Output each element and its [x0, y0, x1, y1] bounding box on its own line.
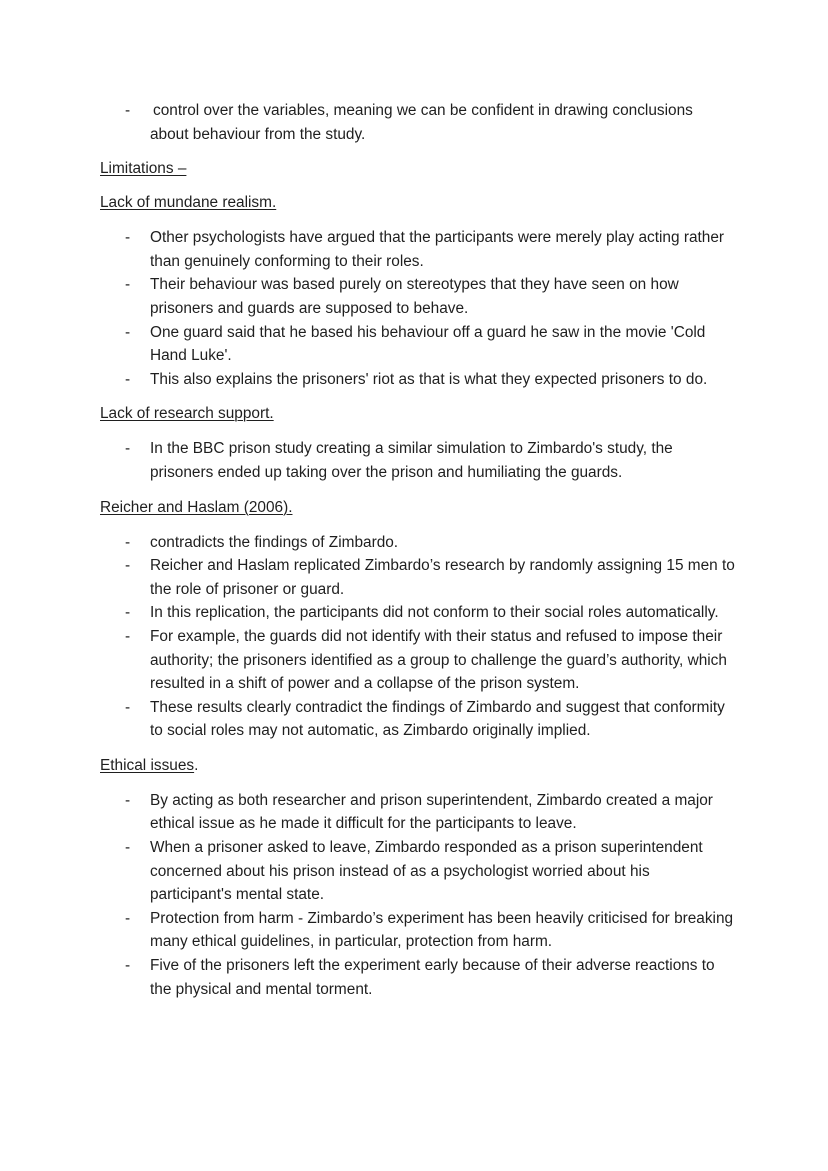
- bullet-dash: -: [125, 604, 131, 622]
- list-item: [125, 554, 735, 601]
- list-item-text: Reicher and Haslam replicated Zimbardo’s research by randomly assigning 15 men to the role of prisoner or guard.: [150, 557, 735, 598]
- list-item-text: Protection from harm - Zimbardo’s experiment has been heavily criticised for breaking many ethical guidelines, in particular, protection from harm.: [150, 909, 734, 951]
- bullet-dash: -: [125, 102, 131, 119]
- list-item-text: One guard said that he based his behaviour off a guard he saw in the movie 'Cold Hand Luke'.: [150, 323, 706, 365]
- list-item: [125, 954, 735, 1001]
- list-item: [125, 625, 735, 696]
- list-item-text: In the BBC prison study creating a similar simulation to Zimbardo's study, the prisoners ended up taking over the prison and humiliating the guards.: [150, 440, 673, 481]
- bullet-dash: -: [125, 229, 131, 247]
- list-item-text: When a prisoner asked to leave, Zimbardo responded as a prison superintendent concerned about his prison instead of as a psychologist worried about his participant's mental state.: [150, 839, 703, 904]
- bullet-dash: -: [125, 839, 131, 857]
- list-item: [125, 789, 735, 836]
- bullet-dash: -: [125, 909, 131, 927]
- list-item-text: In this replication, the participants did not conform to their social roles automatically.: [150, 604, 719, 622]
- bullet-dash: -: [125, 557, 131, 575]
- list-item-text: These results clearly contradict the findings of Zimbardo and suggest that conformity to social roles may not automatic, as Zimbardo originally implied.: [150, 698, 725, 740]
- list-reicher-haslam: [0, 531, 828, 743]
- list-ethical-issues: [0, 789, 828, 1001]
- list-item: [125, 531, 735, 555]
- list-item-text: Their behaviour was based purely on stereotypes that they have seen on how prisoners and guards are supposed to behave.: [150, 276, 679, 317]
- bullet-dash: -: [125, 957, 131, 975]
- list-item-text: Other psychologists have argued that the participants were merely play acting rather than genuinely conforming to their roles.: [150, 229, 725, 270]
- section-heading-reicher-haslam: Reicher and Haslam (2006).: [100, 498, 293, 516]
- list-item: [125, 601, 735, 625]
- list-item-text: control over the variables, meaning we can be confident in drawing conclusions about behaviour from the study.: [150, 102, 693, 143]
- section-heading-research-support: Lack of research support.: [100, 405, 274, 423]
- list-item: [125, 836, 735, 907]
- section-heading-ethical-issues: Ethical issues: [100, 756, 195, 774]
- bullet-dash: -: [125, 533, 131, 551]
- list-item: [125, 368, 735, 392]
- list-mundane-realism: [0, 226, 828, 391]
- limitations-heading: Limitations –: [100, 160, 187, 178]
- list-item: [125, 273, 735, 320]
- section-heading-ethical-issues-wrap: [100, 754, 198, 777]
- bullet-dash: -: [125, 440, 131, 458]
- list-item-text: By acting as both researcher and prison superintendent, Zimbardo created a major ethical issue as he made it difficult for the participants to leave.: [150, 791, 713, 833]
- bullet-dash: -: [125, 627, 131, 645]
- bullet-dash: -: [125, 276, 131, 294]
- list-item: [125, 99, 735, 146]
- list-item: [125, 437, 735, 484]
- list-item: [125, 696, 735, 743]
- list-item: [125, 321, 735, 368]
- bullet-dash: -: [125, 323, 131, 341]
- section-heading-mundane-realism: Lack of mundane realism.: [100, 194, 277, 212]
- list-research-support: [0, 437, 828, 484]
- bullet-dash: -: [125, 791, 131, 809]
- section-heading-trail: .: [194, 756, 199, 774]
- bullet-dash: -: [125, 370, 131, 388]
- intro-list: [0, 99, 828, 146]
- list-item-text: For example, the guards did not identify with their status and refused to impose their authority; the prisoners identified as a group to challenge the guard’s authority, which resulted in a shift of power and a collapse of the prison system.: [150, 627, 727, 693]
- bullet-dash: -: [125, 698, 131, 716]
- list-item-text: contradicts the findings of Zimbardo.: [150, 533, 399, 551]
- list-item-text: Five of the prisoners left the experiment early because of their adverse reactions to the physical and mental torment.: [150, 957, 715, 998]
- list-item: [125, 907, 735, 954]
- list-item-text: This also explains the prisoners' riot as that is what they expected prisoners to do.: [150, 370, 708, 388]
- list-item: [125, 226, 735, 273]
